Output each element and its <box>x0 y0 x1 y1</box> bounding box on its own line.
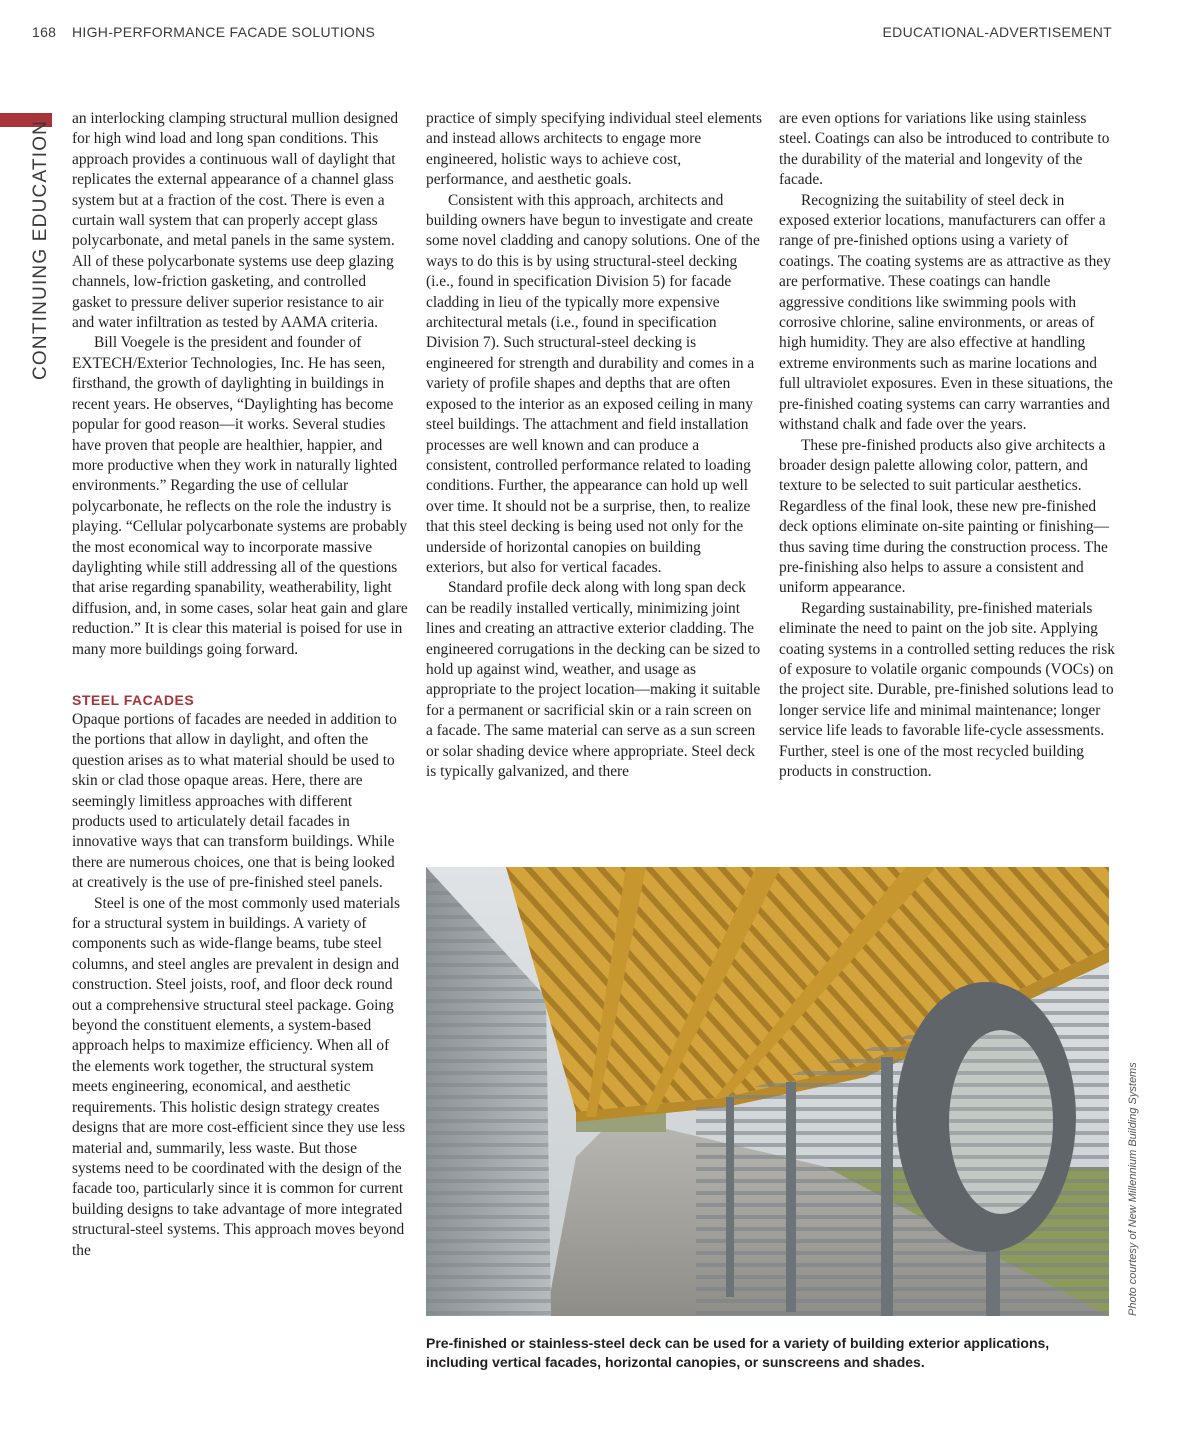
paragraph: Recognizing the suitability of steel deck in exposed exterior locations, manufacturers can offer a range of pre-finished options using a variety of coatings. The coating systems are as attractive as they are performative. These coatings can handle aggressive conditions like swimming pools with corrosive chlorine, saline environments, or areas of high humidity. They are also effective at handling extreme environments such as marine locations and full ultraviolet exposures. Even in these situations, the pre-finished coating systems can carry warranties and withstand chalk and fade over the years. <box>779 191 1113 434</box>
paragraph: Standard profile deck along with long span deck can be readily installed vertically, minimizing joint lines and creating an attractive exterior cladding. The engineered corrugations in the decking can be sized to hold up against wind, weather, and usage as appropriate to the project location—making it suitable for a permanent or sacrificial skin or a rain screen on a facade. The same material can serve as a sun screen or solar shading device where appropriate. Steel deck is typically galvanized, and there <box>426 579 761 780</box>
paragraph: Consistent with this approach, architects and building owners have begun to investigate and create some novel cladding and canopy solutions. One of the ways to do this is by using structural-steel decking (i.e., found in specification Division 5) for facade cladding in lieu of the typically more expensive architectural metals (i.e., found in specification Division 7). Such structural-steel decking is engineered for strength and durability and comes in a variety of profile shapes and depths that are often exposed to the interior as an exposed ceiling in many steel buildings. The attachment and field installation processes are well known and can produce a consistent, controlled performance related to loading conditions. Further, the appearance can hold up well over time. It should not be a surprise, then, to realize that this steel decking is being used not only for the underside of horizontal canopies on building exteriors, but also for vertical facades. <box>426 191 760 576</box>
paragraph: an interlocking clamping structural mullion designed for high wind load and long span conditions. This approach provides a continuous wall of daylight that replicates the external appearance of a channel glass system but at a fraction of the cost. There is even a curtain wall system that can properly accept glass polycarbonate, and metal panels in the same system. All of these polycarbonate systems use deep glazing channels, low-friction gasketing, and controlled gasket to pressure deliver superior resistance to air and water infiltration as tested by AAMA criteria. <box>72 110 399 332</box>
paragraph: Steel is one of the most commonly used materials for a structural system in buildings. A variety of components such as wide-flange beams, tube steel columns, and steel angles are prevalent in design and construction. Steel joists, roof, and floor deck round out a comprehensive structural steel package. Going beyond the constituent elements, a system-based approach helps to maximize efficiency. When all of the elements work together, the structural system meets engineering, economical, and aesthetic requirements. This holistic design strategy creates designs that are more cost-efficient since they use less material and, summarily, less waste. But those systems need to be coordinated with the design of the facade too, particularly since it is common for current building designs to take advantage of more integrated structural-steel systems. This approach moves beyond the <box>72 894 406 1259</box>
continuing-education-label: CONTINUING EDUCATION <box>30 119 51 380</box>
paragraph: Regarding sustainability, pre-finished materials eliminate the need to paint on the job site. Applying coating systems in a controlled setting reduces the risk of exposure to volatile organic compounds (VOCs) on the project site. Durable, pre-finished solutions lead to longer service life and minimal maintenance; longer service life leads to favorable life-cycle assessments. Further, steel is one of the most recycled building products in construction. <box>779 599 1115 780</box>
paragraph: These pre-finished products also give architects a broader design palette allowing color, pattern, and texture to be selected to suit particular aesthetics. Regardless of the final look, these new pre-finished deck options eliminate on-site painting or finishing—thus saving time during the construction process. The pre-finishing also helps to assure a consistent and uniform appearance. <box>779 436 1109 597</box>
paragraph: are even options for variations like using stainless steel. Coatings can also be introduced to contribute to the durability of the material and longevity of the facade. <box>779 110 1110 189</box>
paragraph: Opaque portions of facades are needed in addition to the portions that allow in daylight, and often the question arises as to what material should be used to skin or clad those opaque areas. Here, there are seemingly limitless approaches with different products used to articulately detail facades in innovative ways that can transform buildings. While there are numerous choices, one that is being looked at creatively is the use of pre-finished steel panels. <box>72 710 397 892</box>
photo-credit: Photo courtesy of New Millennium Building Systems <box>1127 1062 1139 1316</box>
text-column-1 <box>72 109 408 1261</box>
section-heading: STEEL FACADES <box>72 691 195 708</box>
paragraph: Bill Voegele is the president and founder of EXTECH/Exterior Technologies, Inc. He has seen, firsthand, the growth of daylighting in buildings in recent years. He observes, “Daylighting has become popular for good reason—it works. Several studies have proven that people are healthier, happier, and more productive when they work in naturally lighted environments.” Regarding the use of cellular polycarbonate, he reflects on the role the industry is playing. “Cellular polycarbonate systems are probably the most economical way to incorporate massive daylighting while still addressing all of the questions that arise regarding spanability, weatherability, light diffusion, and, in some cases, solar heat gain and glare reduction.” It is clear this material is poised for use in many more buildings going forward. <box>72 334 408 658</box>
canopy-photo-illustration <box>426 867 1109 1316</box>
figure-caption: Pre-finished or stainless-steel deck can be used for a variety of building exterior applications, including vertical facades, horizontal canopies, or sunscreens and shades. <box>426 1335 1050 1370</box>
paragraph: practice of simply specifying individual steel elements and instead allows architects to engage more engineered, holistic ways to achieve cost, performance, and aesthetic goals. <box>426 110 762 189</box>
canopy-photo <box>426 867 1109 1316</box>
text-column-3 <box>779 109 1115 782</box>
page-header <box>0 24 1200 46</box>
running-title: HIGH-PERFORMANCE FACADE SOLUTIONS <box>72 24 376 40</box>
page-number: 168 <box>32 24 57 40</box>
section-label: EDUCATIONAL-ADVERTISEMENT <box>882 24 1112 40</box>
text-column-2 <box>426 109 762 782</box>
